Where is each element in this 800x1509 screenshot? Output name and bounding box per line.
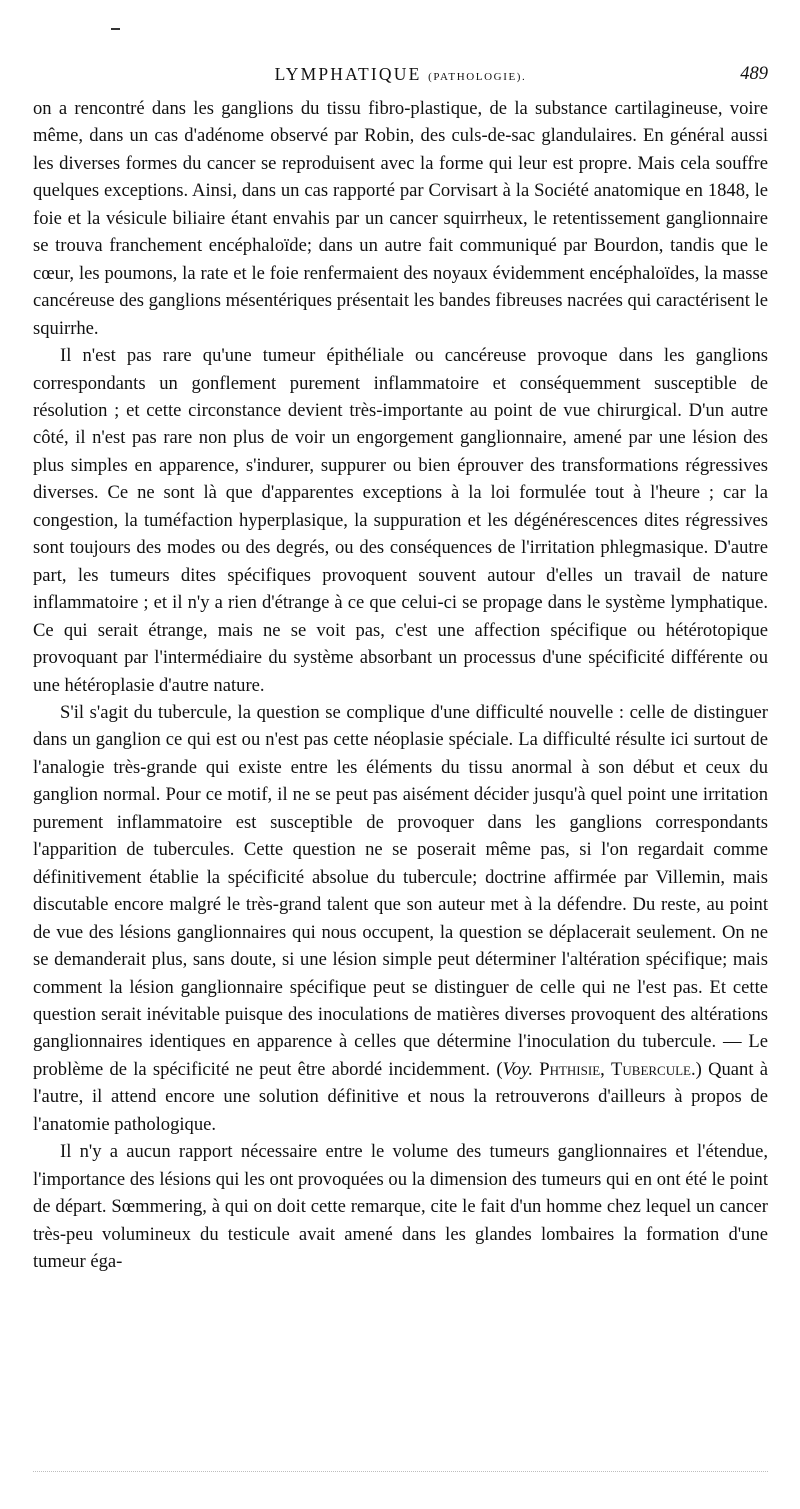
running-head-subtitle: (PATHOLOGIE). bbox=[428, 71, 527, 83]
cross-reference-phthisie: Phthisie, bbox=[539, 1058, 605, 1080]
bottom-page-edge bbox=[33, 1471, 768, 1472]
paragraph-continued: on a rencontré dans les ganglions du tissu fibro-plastique, de la substance cartilagineuse, voire même, dans un cas d'adénome observé par Robin, des culs-de-sac glandulaires. En général aussi les diverses formes du cancer se reproduisent avec la forme qui leur est propre. Mais cela souffre quelques exceptions. Ainsi, dans un cas rapporté par Corvisart à la Société anatomique en 1848, le foie et la vésicule biliaire étant envahis par un cancer squirrheux, le retentissement ganglionnaire se trouva franchement encéphaloïde; dans un autre fait communiqué par Bourdon, tandis que le cœur, les poumons, la rate et le foie renfermaient des noyaux évidemment encéphaloïdes, la masse cancéreuse des ganglions mésentériques présentait les bandes fibreuses nacrées qui caractérisent le squirrhe. bbox=[33, 98, 768, 339]
page-number: 489 bbox=[740, 64, 768, 84]
paragraph-tubercle bbox=[33, 699, 768, 1138]
see-reference-italic: Voy. bbox=[502, 1058, 534, 1080]
paragraph-inflammatory-swelling: Il n'est pas rare qu'une tumeur épithéliale ou cancéreuse provoque dans les ganglions correspondants un gonflement purement inflammatoire et conséquemment susceptible de résolution ; et cette circonstance devient très-importante au point de vue chirurgical. D'un autre côté, il n'est pas rare non plus de voir un engorgement ganglionnaire, amené par une lésion des plus simples en apparence, s'indurer, suppurer ou bien éprouver des transformations régressives diverses. Ce ne sont là que d'apparentes exceptions à la loi formulée tout à l'heure ; car la congestion, la tuméfaction hyperplasique, la suppuration et les dégénérescences dites régressives sont toujours des modes ou des degrés, ou des conséquences de l'irritation phlegmasique. D'autre part, les tumeurs dites spécifiques provoquent souvent autour d'elles un travail de nature inflammatoire ; et il n'y a rien d'étrange à ce que celui-ci se propage dans le système lymphatique. Ce qui serait étrange, mais ne se voit pas, c'est une affection spécifique ou hétérotopique provoquant par l'intermédiaire du système absorbant un processus d'une spécificité différente ou une hétéroplasie d'autre nature. bbox=[33, 345, 768, 696]
body-text bbox=[33, 95, 768, 1275]
paragraph-tubercle-text: S'il s'agit du tubercule, la question se complique d'une difficulté nouvelle : celle de distinguer dans un ganglion ce qui est ou n'est pas cette néoplasie spéciale. La difficulté résulte ici surtout de l'analogie très-grande qui existe entre les éléments du tissu anormal à son début et ceux du ganglion normal. Pour ce motif, il ne se peut pas aisément décider jusqu'à quel point une irritation purement inflammatoire est susceptible de provoquer dans les ganglions correspondants l'apparition de tubercules. Cette question ne se poserait même pas, si l'on regardait comme définitivement établie la spécificité absolue du tubercule; doctrine affirmée par Villemin, mais discutable encore malgré le très-grand talent que son auteur met à la défendre. Du reste, au point de vue des lésions ganglionnaires qui nous occupent, la question se déplacerait seulement. On ne se demanderait plus, sans doute, si une lésion simple peut déterminer l'altération spécifique; mais comment la lésion ganglionnaire spécifique peut se distinguer de celle qui ne l'est pas. Et cette question serait inévitable puisque des inoculations de matières diverses provoquent des altérations ganglionnaires identiques en apparence à celles que détermine l'inoculation du tubercule. — Le problème de la spécificité ne peut être abordé incidemment. ( bbox=[33, 701, 768, 1080]
running-head-word: LYMPHATIQUE bbox=[274, 64, 422, 84]
running-head-title bbox=[33, 60, 768, 91]
cross-reference-tubercule: Tubercule. bbox=[611, 1058, 696, 1080]
paragraph-tubercle-end: ) Quant à l'autre, il attend encore une solution définitive et nous la retrouverons d'ailleurs à propos de l'anatomie pathologique. bbox=[33, 1058, 768, 1135]
running-head bbox=[33, 60, 768, 88]
top-margin-mark bbox=[111, 28, 120, 30]
paragraph-tumor-volume: Il n'y a aucun rapport nécessaire entre le volume des tumeurs ganglionnaires et l'étendue, l'importance des lésions qui les ont provoquées ou la dimension des tumeurs qui en ont été le point de départ. Sœmmering, à qui on doit cette remarque, cite le fait d'un homme chez lequel un cancer très-peu volumineux du testicule avait amené dans les glandes lombaires la formation d'une tumeur éga- bbox=[33, 1141, 768, 1273]
